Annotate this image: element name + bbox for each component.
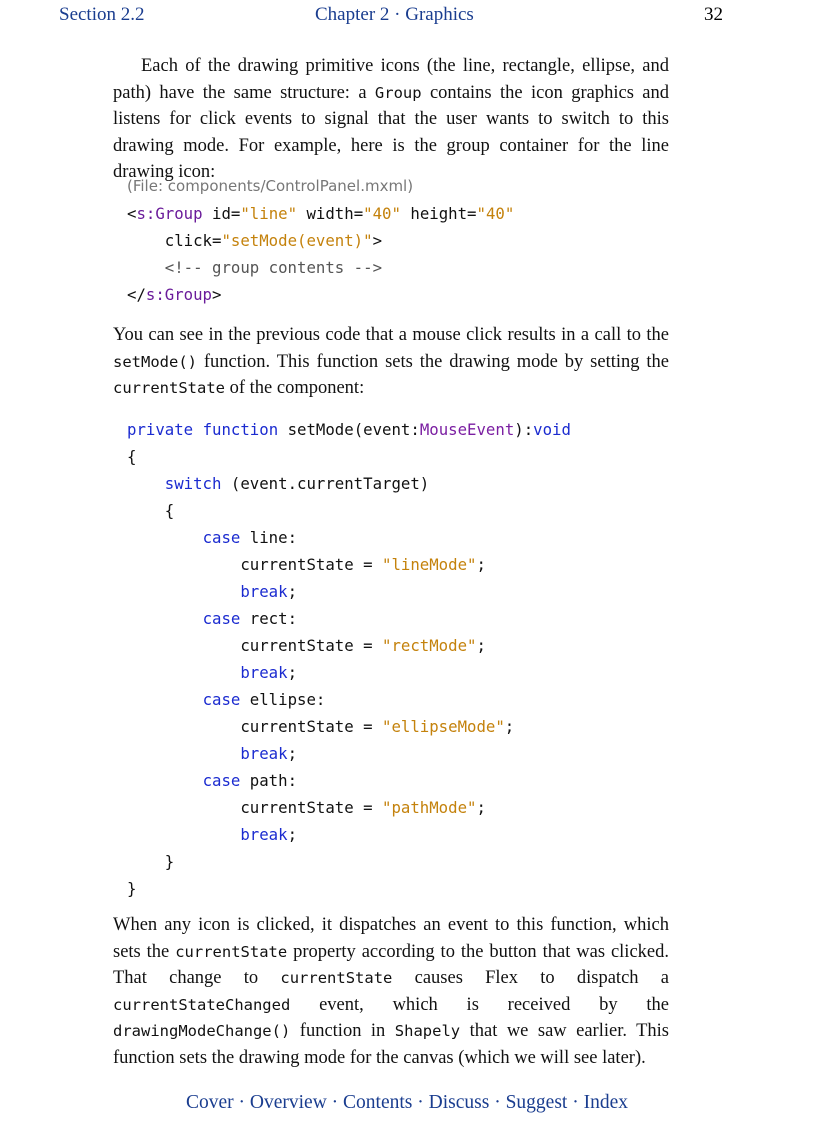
code-keyword: case	[202, 609, 241, 628]
code-keyword: function	[202, 420, 279, 439]
footer-link-index[interactable]: Index	[583, 1092, 628, 1113]
code-tag: s:Group	[145, 285, 213, 304]
code-token: <	[127, 204, 137, 223]
page-number: 32	[704, 4, 723, 25]
code-brace: }	[127, 879, 137, 898]
code-keyword: case	[202, 771, 241, 790]
code-type: MouseEvent	[419, 420, 515, 439]
code-comment: <!-- group contents -->	[164, 258, 383, 277]
header-chapter-link[interactable]: Chapter 2 · Graphics	[315, 4, 474, 25]
code-keyword: break	[240, 582, 288, 601]
code-attr: click=	[164, 231, 222, 250]
inline-code: setMode()	[113, 352, 197, 371]
text: causes Flex to dispatch a	[392, 968, 669, 989]
text: Each of the drawing primitive icons (the line, rectangle, ellipse, and path) have the same structure: a	[113, 56, 669, 103]
file-note: (File: components/ControlPanel.mxml)	[127, 177, 414, 195]
code-attr: height=	[400, 204, 477, 223]
text: contains the icon graphics and listens for click events to signal that the user wants to switch to this drawing mode. For example, here is the group container for the line drawing icon:	[113, 82, 669, 183]
text: that we saw earlier. This function sets the drawing mode for the canvas (which we will see later).	[113, 1021, 669, 1068]
code-token: currentState =	[240, 717, 383, 736]
code-attr: id=	[202, 204, 241, 223]
code-token: currentState =	[240, 555, 383, 574]
footer-separator: ·	[412, 1092, 429, 1113]
footer-link-overview[interactable]: Overview	[249, 1092, 327, 1113]
code-string: "rectMode"	[382, 636, 477, 655]
code-token: ellipse:	[240, 690, 326, 709]
paragraph-dispatch	[113, 912, 669, 1072]
inline-code: Group	[374, 83, 422, 102]
code-string: "pathMode"	[382, 798, 477, 817]
text: property according to the button that was clicked. That change to	[113, 941, 669, 989]
code-tag: s:Group	[136, 204, 203, 223]
code-string: "line"	[240, 204, 298, 223]
footer-separator: ·	[567, 1092, 584, 1113]
code-token: >	[212, 285, 222, 304]
header-section-link[interactable]: Section 2.2	[59, 4, 145, 25]
footer-separator: ·	[233, 1092, 250, 1113]
footer-separator: ·	[489, 1092, 506, 1113]
code-keyword: break	[240, 744, 288, 763]
footer-link-cover[interactable]: Cover	[186, 1092, 234, 1113]
inline-code: Shapely	[394, 1022, 461, 1041]
code-token: >	[372, 231, 383, 250]
inline-code: currentStateChanged	[113, 995, 291, 1014]
code-token: ):	[514, 420, 534, 439]
code-string: "ellipseMode"	[382, 717, 505, 736]
code-block-actionscript: private function setMode(event:MouseEvent):void { switch (event.currentTarget) { case line: currentState = "lineMode"; break; case rect: currentState = "rectMode"; break; case ellipse: currentState = "ellipseMode"; break; case path: currentState = "pathMode"; break; } }	[127, 420, 571, 898]
code-keyword: break	[240, 663, 288, 682]
inline-code: currentState	[113, 379, 225, 398]
code-string: "40"	[476, 204, 515, 223]
code-attr: width=	[297, 204, 364, 223]
text: function in	[290, 1021, 395, 1042]
code-token: rect:	[240, 609, 298, 628]
code-token: line:	[240, 528, 298, 547]
footer-link-contents[interactable]: Contents	[343, 1092, 413, 1113]
footer-separator: ·	[326, 1092, 344, 1113]
code-token: setMode(event:	[278, 420, 420, 439]
code-keyword: case	[202, 528, 241, 547]
code-string: "setMode(event)"	[221, 231, 373, 250]
code-token: </	[127, 285, 146, 304]
inline-code: drawingModeChange()	[113, 1022, 291, 1041]
code-brace: }	[127, 852, 175, 871]
code-string: "40"	[363, 204, 401, 223]
code-token: (event.currentTarget)	[221, 474, 430, 493]
paragraph-intro	[113, 53, 669, 186]
text: of the component:	[224, 378, 365, 399]
inline-code: currentState	[175, 942, 288, 961]
code-block-mxml	[127, 200, 514, 308]
footer-link-suggest[interactable]: Suggest	[505, 1092, 568, 1113]
code-brace: {	[127, 501, 175, 520]
text: event, which is received by the	[290, 994, 669, 1015]
text: You can see in the previous code that a mouse click results in a call to the	[113, 325, 669, 345]
code-keyword: switch	[164, 474, 222, 493]
code-keyword: case	[202, 690, 241, 709]
inline-code: currentState	[280, 969, 393, 988]
footer-link-discuss[interactable]: Discuss	[428, 1092, 490, 1113]
code-string: "lineMode"	[382, 555, 477, 574]
footer-nav	[186, 1092, 628, 1114]
text: When any icon is clicked, it dispatches an event to this function, which sets the	[113, 915, 669, 962]
text: function. This function sets the drawing mode by setting the	[197, 351, 669, 372]
code-keyword: break	[240, 825, 288, 844]
code-token: path:	[240, 771, 298, 790]
code-token: currentState =	[240, 636, 383, 655]
code-brace: {	[127, 447, 137, 466]
code-keyword: private	[127, 420, 194, 439]
code-keyword: void	[533, 420, 571, 439]
paragraph-setmode	[113, 322, 669, 402]
code-token: currentState =	[240, 798, 383, 817]
